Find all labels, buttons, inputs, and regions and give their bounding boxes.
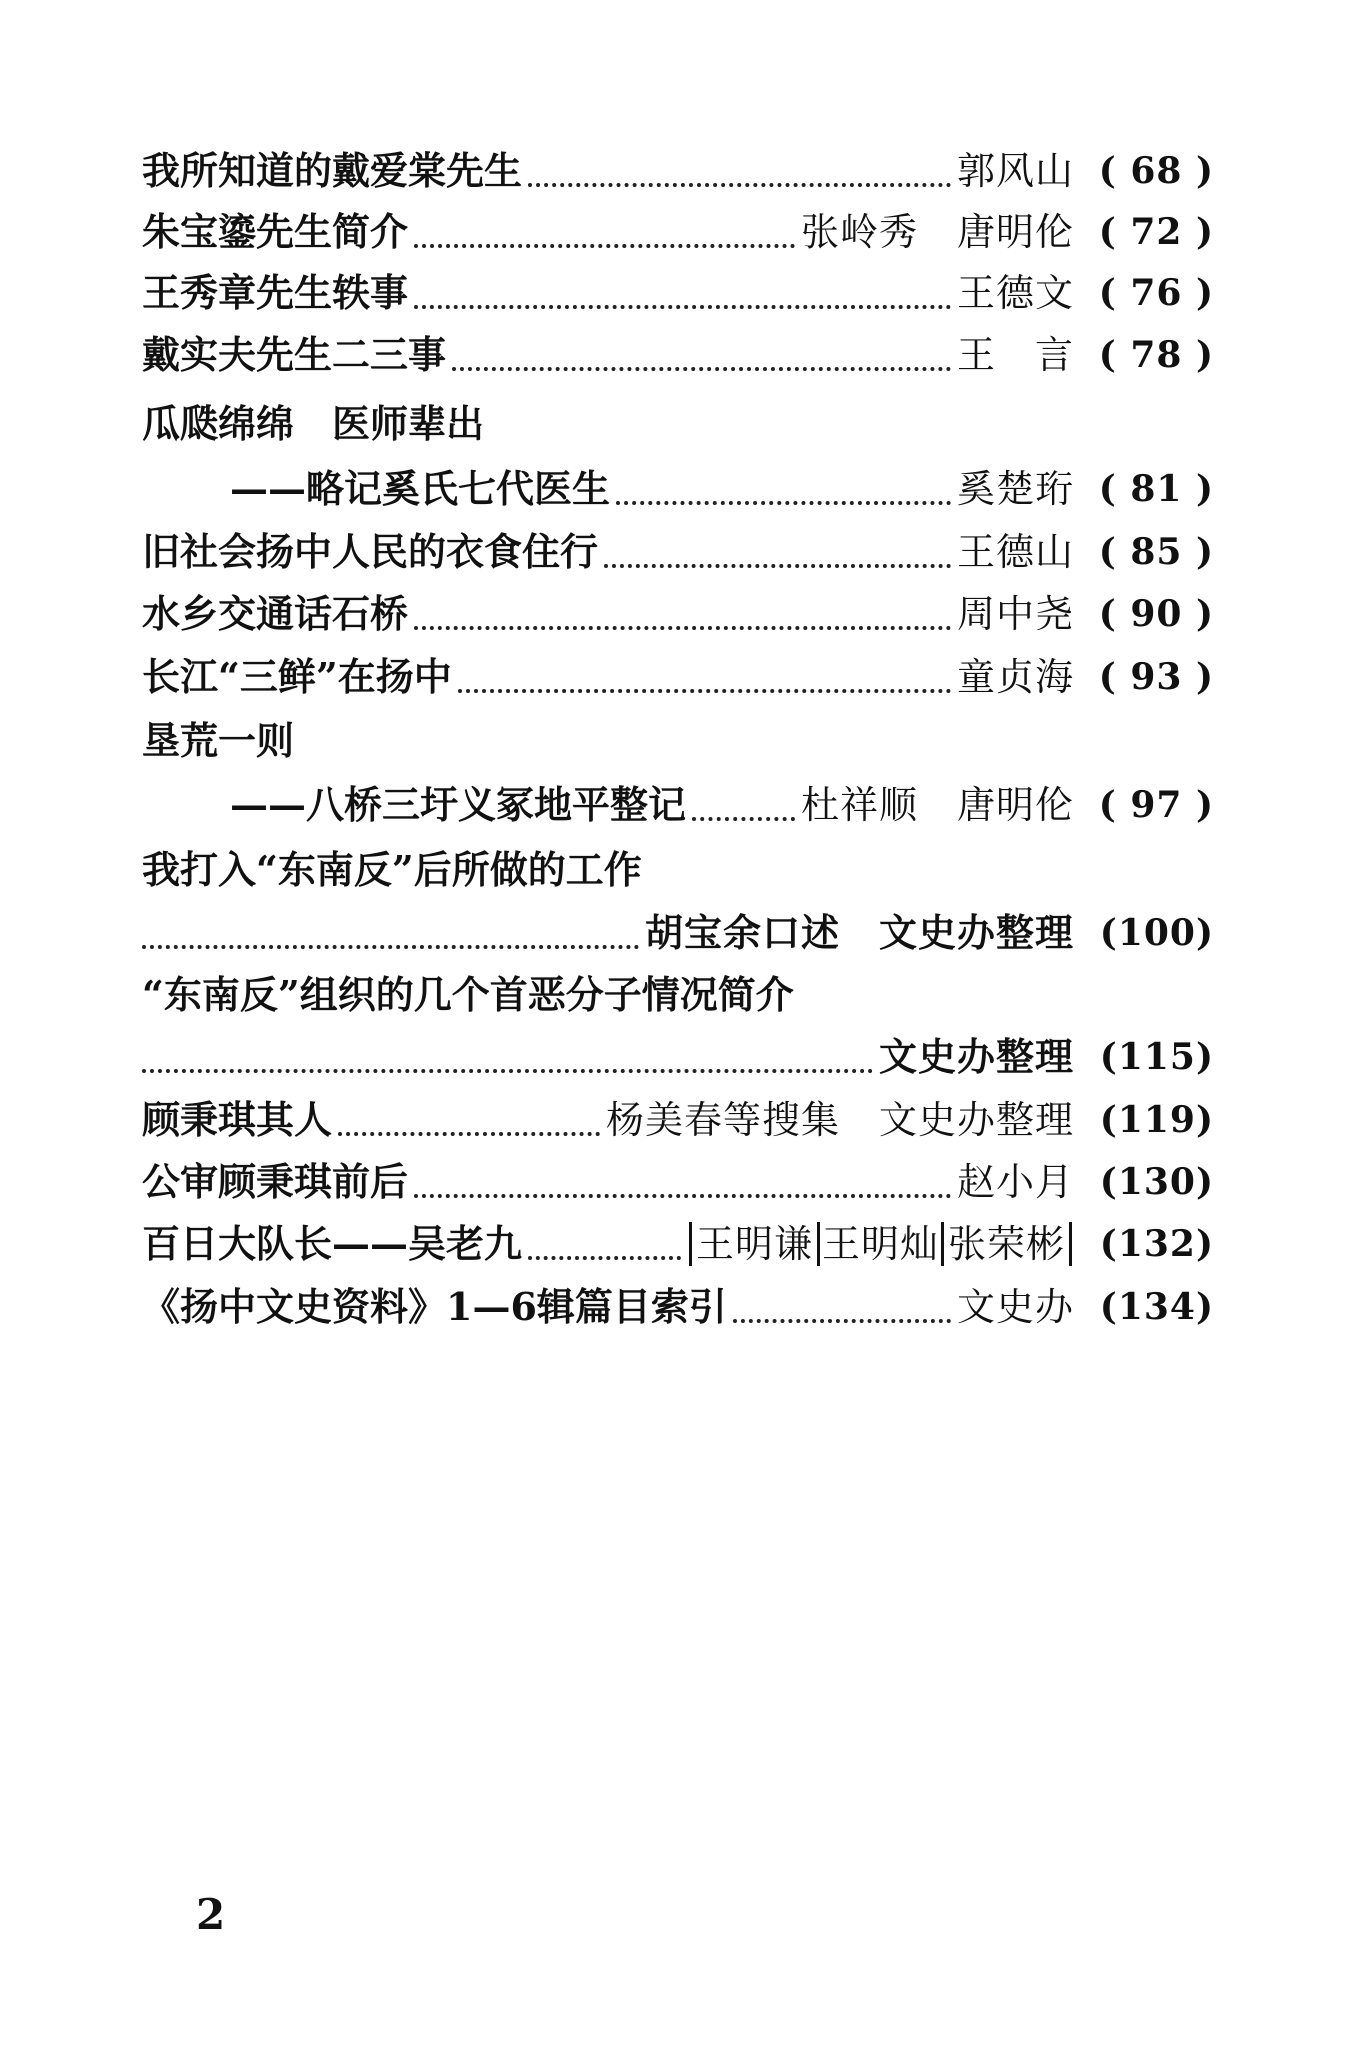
entry-page: (100) <box>1099 912 1214 954</box>
entry-page: ( 78 ) <box>1098 334 1214 376</box>
dot-leader <box>528 1252 681 1260</box>
toc-entry <box>142 1153 1214 1211</box>
entry-page: (134) <box>1099 1286 1214 1328</box>
entry-author: 张荣彬 <box>941 1222 1072 1266</box>
entry-author: 王 言 <box>956 333 1074 377</box>
toc-entry-subtitle <box>230 776 1214 834</box>
entry-page: ( 85 ) <box>1098 531 1214 573</box>
entry-title: 旧社会扬中人民的衣食住行 <box>142 529 599 574</box>
dot-leader <box>414 301 951 309</box>
dot-leader <box>452 363 951 371</box>
entry-author: 杨美春等搜集 文史办整理 <box>605 1098 1074 1142</box>
entry-author: 王明灿 <box>821 1222 939 1266</box>
entry-page: ( 90 ) <box>1098 593 1214 635</box>
dot-leader <box>458 685 951 693</box>
toc-entry <box>142 1091 1214 1149</box>
entry-page: (115) <box>1099 1036 1214 1078</box>
toc-entry-subtitle <box>230 460 1214 518</box>
dot-leader <box>616 497 951 505</box>
entry-title: 百日大队长——吴老九 <box>142 1221 523 1266</box>
entry-author-group <box>687 1215 1074 1273</box>
dot-leader <box>414 622 951 630</box>
toc-entry <box>142 1278 1214 1336</box>
entry-title: 公审顾秉琪前后 <box>142 1159 409 1204</box>
entry-title: 戴实夫先生二三事 <box>142 332 447 377</box>
toc-entry <box>142 264 1214 322</box>
entry-page: ( 93 ) <box>1098 656 1214 698</box>
entry-title: 我所知道的戴爱棠先生 <box>142 148 523 193</box>
dot-leader <box>338 1128 600 1136</box>
toc-entry <box>142 523 1214 581</box>
entry-title: 王秀章先生轶事 <box>142 270 409 315</box>
dot-leader <box>604 560 951 568</box>
entry-author: 童贞海 <box>956 655 1074 699</box>
entry-title: 顾秉琪其人 <box>142 1097 333 1142</box>
dot-leader <box>142 1065 873 1073</box>
entry-title: 我打入“东南反”后所做的工作 <box>142 847 642 892</box>
entry-author: 郭风山 <box>956 149 1074 193</box>
toc-entry-heading <box>142 841 1214 899</box>
entry-author: 胡宝余口述 文史办整理 <box>644 910 1074 955</box>
entry-author: 赵小月 <box>956 1160 1074 1204</box>
entry-title: 垦荒一则 <box>142 718 295 763</box>
entry-page: (130) <box>1099 1161 1214 1203</box>
entry-title: 朱宝鎏先生简介 <box>142 209 409 254</box>
entry-page: (132) <box>1099 1223 1214 1265</box>
entry-subtitle: ——八桥三圩义冢地平整记 <box>230 782 687 827</box>
entry-page: ( 76 ) <box>1098 272 1214 314</box>
entry-author: 文史办 <box>956 1285 1074 1329</box>
dot-leader <box>414 1190 951 1198</box>
entry-page: ( 68 ) <box>1098 150 1214 192</box>
page-number: 2 <box>196 1890 226 1939</box>
entry-title: 长江“三鲜”在扬中 <box>142 654 452 699</box>
toc-entry-heading <box>142 966 1214 1024</box>
toc-entry <box>142 203 1214 261</box>
entry-author: 王德文 <box>956 271 1074 315</box>
dot-leader <box>733 1315 951 1323</box>
dot-leader <box>528 179 951 187</box>
entry-page: (119) <box>1099 1099 1214 1141</box>
entry-author: 周中尧 <box>956 592 1074 636</box>
entry-page: ( 81 ) <box>1098 468 1214 510</box>
entry-title: 《扬中文史资料》1—6辑篇目索引 <box>142 1284 727 1329</box>
entry-author: 王德山 <box>956 530 1074 574</box>
toc-entry-heading <box>142 712 1214 770</box>
entry-subtitle: ——略记奚氏七代医生 <box>230 466 611 511</box>
toc-entry <box>142 1215 1214 1273</box>
entry-page: ( 72 ) <box>1098 211 1214 253</box>
toc-entry-continuation <box>142 1028 1214 1086</box>
toc-entry <box>142 648 1214 706</box>
toc-entry <box>142 326 1214 384</box>
dot-leader <box>142 941 639 949</box>
toc-entry <box>142 142 1214 200</box>
toc-entry-heading <box>142 395 1214 453</box>
entry-author: 王明谦 <box>689 1222 820 1266</box>
entry-title: 水乡交通话石桥 <box>142 591 409 636</box>
entry-author: 奚楚珩 <box>956 467 1074 511</box>
toc-entry <box>142 585 1214 643</box>
entry-title: 瓜瓞绵绵 医师辈出 <box>142 401 485 446</box>
entry-author: 张岭秀 唐明伦 <box>800 210 1074 254</box>
entry-title: “东南反”组织的几个首恶分子情况简介 <box>142 972 794 1017</box>
dot-leader <box>692 813 795 821</box>
dot-leader <box>414 240 795 248</box>
entry-author: 文史办整理 <box>878 1034 1074 1079</box>
entry-page: ( 97 ) <box>1098 784 1214 826</box>
entry-author: 杜祥顺 唐明伦 <box>800 783 1074 827</box>
toc-entry-continuation <box>142 904 1214 962</box>
